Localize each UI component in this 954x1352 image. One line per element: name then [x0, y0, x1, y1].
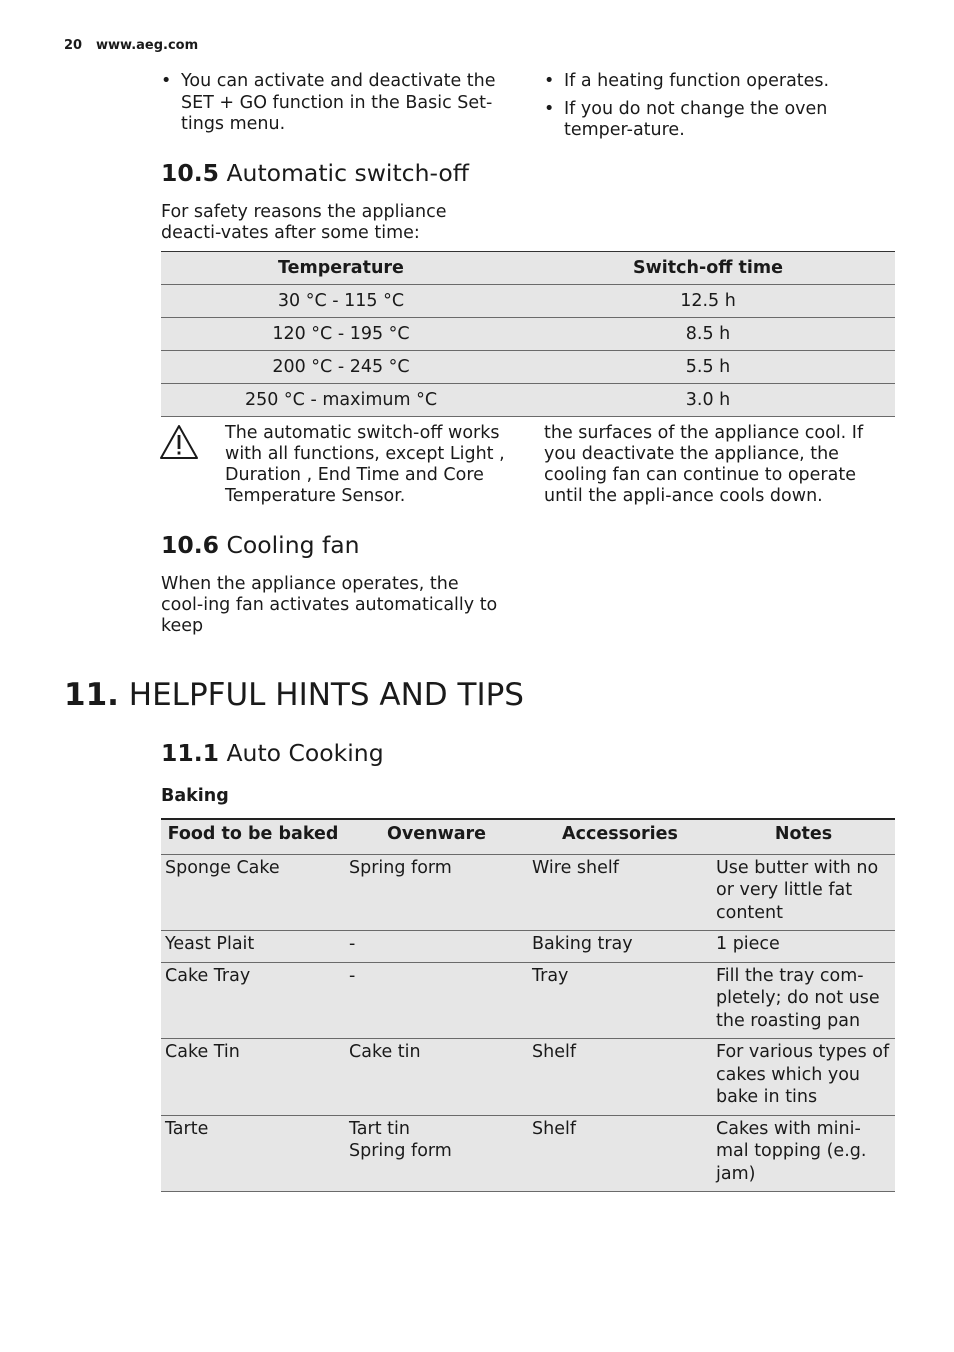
table-row [161, 931, 895, 963]
cooling-fan-text: When the appliance operates, the cool-ing fan activates automatically to keep [161, 574, 498, 636]
column-header: Ovenware [345, 819, 528, 854]
section-heading-11-1 [161, 739, 384, 767]
table-cell: Tarte [161, 1115, 345, 1192]
warning-text: The automatic switch-off works with all functions, except Light , Duration , End Time and Core Temperature Sensor. [225, 423, 505, 506]
list-item: • If you do not change the oven temper-ature. [544, 99, 899, 142]
table-cell: Cakes with mini-mal topping (e.g. jam) [712, 1115, 895, 1192]
table-row [161, 351, 895, 384]
bullet-list-right [544, 71, 899, 148]
table-header-row [161, 819, 895, 854]
table-cell: 30 °C - 115 °C [161, 285, 521, 318]
table-header-row [161, 252, 895, 285]
table-cell: Fill the tray com-pletely; do not use the roasting pan [712, 962, 895, 1039]
section-number: 10.5 [161, 159, 219, 187]
auto-cooking-table [161, 818, 895, 1192]
table-row [161, 1039, 895, 1116]
table-cell: 120 °C - 195 °C [161, 318, 521, 351]
table-row [161, 1115, 895, 1192]
site-url: www.aeg.com [96, 38, 199, 53]
table-cell: Use butter with no or very little fat content [712, 854, 895, 931]
table-cell: 8.5 h [521, 318, 895, 351]
section-intro: For safety reasons the appliance deacti-vates after some time: [161, 202, 447, 243]
table-row [161, 384, 895, 417]
table-row [161, 318, 895, 351]
table-cell: - [345, 931, 528, 963]
list-item: • You can activate and deactivate the SET + GO function in the Basic Set-tings menu. [161, 71, 496, 136]
table-cell: Cake tin [345, 1039, 528, 1116]
table-cell: Shelf [528, 1039, 712, 1116]
table-cell: Sponge Cake [161, 854, 345, 931]
table-cell: Cake Tray [161, 962, 345, 1039]
column-header: Switch-off time [521, 252, 895, 285]
column-header: Accessories [528, 819, 712, 854]
bullet-list-left [161, 71, 496, 142]
list-item: • If a heating function operates. [544, 71, 899, 93]
table-cell: - [345, 962, 528, 1039]
table-cell: Spring form [345, 854, 528, 931]
subheading-baking: Baking [161, 786, 229, 806]
table-cell: Tray [528, 962, 712, 1039]
table-cell: Shelf [528, 1115, 712, 1192]
table-cell: Tart tin Spring form [345, 1115, 528, 1192]
page-number: 20 [64, 38, 83, 53]
warning-icon [158, 423, 200, 461]
column-header: Food to be baked [161, 819, 345, 854]
section-heading-10-6 [161, 531, 360, 559]
table-cell: Wire shelf [528, 854, 712, 931]
section-title: Automatic switch-off [226, 159, 469, 187]
table-row [161, 854, 895, 931]
section-number: 10.6 [161, 531, 219, 559]
table-cell: 1 piece [712, 931, 895, 963]
chapter-number: 11. [64, 677, 119, 713]
table-cell: 3.0 h [521, 384, 895, 417]
table-cell: 12.5 h [521, 285, 895, 318]
table-cell: Yeast Plait [161, 931, 345, 963]
chapter-title: HELPFUL HINTS AND TIPS [128, 677, 524, 713]
table-cell: For various types of cakes which you bake in tins [712, 1039, 895, 1116]
section-number: 11.1 [161, 739, 219, 767]
column-header: Temperature [161, 252, 521, 285]
table-cell: 5.5 h [521, 351, 895, 384]
section-title: Cooling fan [226, 531, 360, 559]
table-row [161, 962, 895, 1039]
section-heading-10-5 [161, 159, 469, 187]
section-title: Auto Cooking [226, 739, 384, 767]
table-cell: Cake Tin [161, 1039, 345, 1116]
cooling-fan-text-continued: the surfaces of the appliance cool. If you deactivate the appliance, the cooling fan can continue to operate until the appli-ance cools down. [544, 423, 864, 506]
table-row [161, 285, 895, 318]
table-cell: 250 °C - maximum °C [161, 384, 521, 417]
column-header: Notes [712, 819, 895, 854]
chapter-heading [64, 677, 524, 713]
table-cell: Baking tray [528, 931, 712, 963]
switch-off-table [161, 251, 895, 417]
table-cell: 200 °C - 245 °C [161, 351, 521, 384]
